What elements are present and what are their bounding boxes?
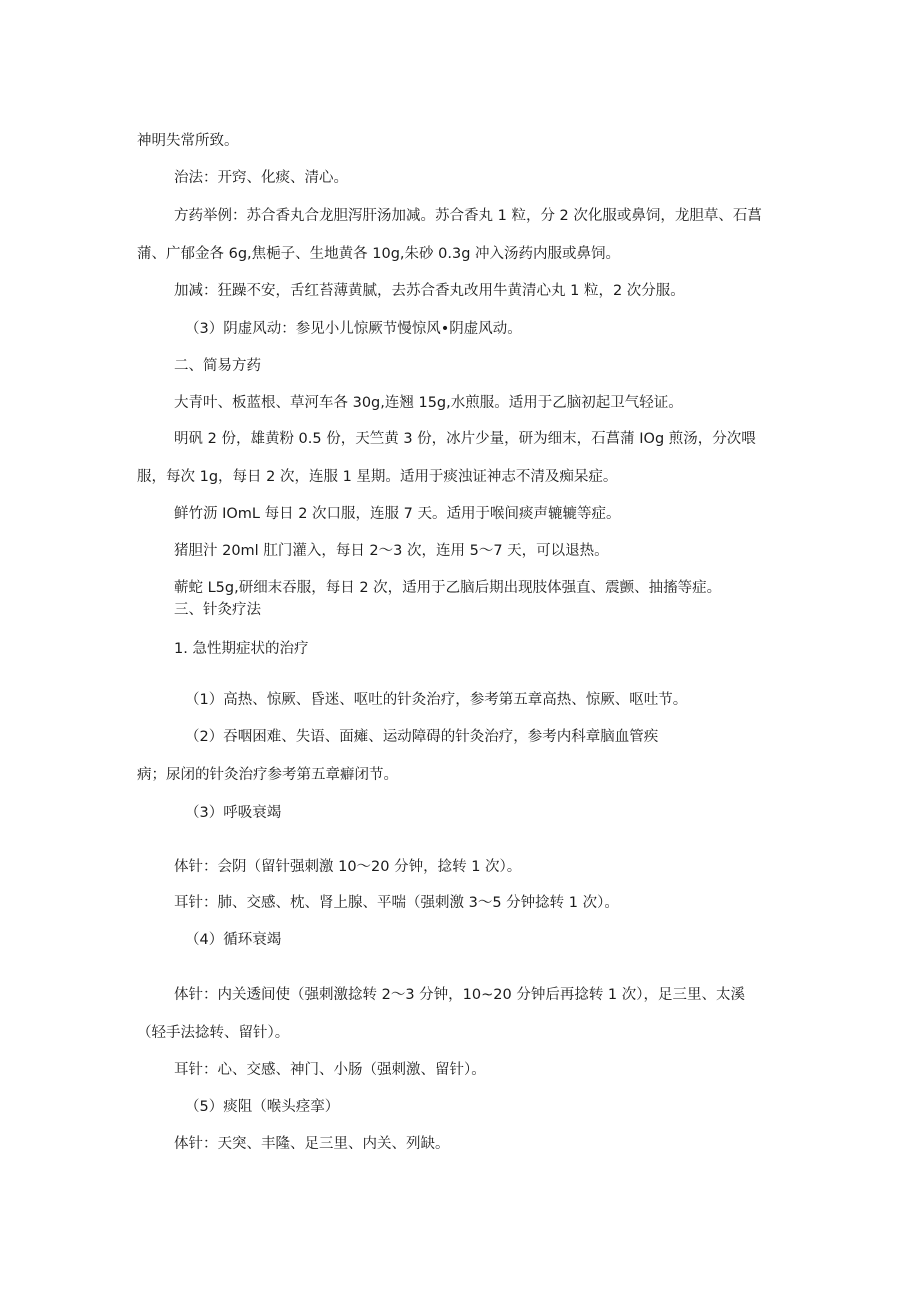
paragraph-line: （1）高热、惊厥、昏迷、呕吐的针灸治疗，参考第五章高热、惊厥、呕吐节。 [185,691,688,708]
subsection-heading: 1. 急性期症状的治疗 [174,640,309,657]
section-heading: 三、针灸疗法 [174,601,261,618]
section-heading: 二、简易方药 [174,357,261,374]
paragraph-line: （3）阴虚风动：参见小儿惊厥节慢惊风•阴虚风动。 [185,320,522,337]
paragraph-line: 明矾 2 份，雄黄粉 0.5 份，天竺黄 3 份，冰片少量，研为细末，石菖蒲 IOg 煎汤，分次喂 [174,430,756,447]
paragraph-line: 加减：狂躁不安，舌红苔薄黄腻，去苏合香丸改用牛黄清心丸 1 粒，2 次分服。 [174,282,685,299]
paragraph-line: 猪胆汁 20ml 肛门灌入，每日 2～3 次，连用 5～7 天，可以退热。 [174,542,609,559]
paragraph-line: 体针：会阴（留针强刺激 10～20 分钟，捻转 1 次）。 [174,858,522,875]
paragraph-line: 鲜竹沥 IOmL 每日 2 次口服，连服 7 天。适用于喉间痰声辘辘等症。 [174,505,621,522]
paragraph-line: 神明失常所致。 [137,132,239,149]
paragraph-line: 服，每次 1g，每日 2 次，连服 1 星期。适用于痰浊证神志不清及痴呆症。 [137,468,618,485]
paragraph-line: 治法：开窍、化痰、清心。 [174,169,348,186]
paragraph-line: 方药举例：苏合香丸合龙胆泻肝汤加减。苏合香丸 1 粒，分 2 次化服或鼻饲，龙胆草、石菖 [174,207,762,224]
paragraph-line: 蒲、广郁金各 6g,焦梔子、生地黄各 10g,朱砂 0.3g 冲入汤药内服或鼻饲。 [137,245,621,262]
paragraph-line: （2）吞咽困难、失语、面瘫、运动障碍的针灸治疗，参考内科章脑血管疾 [185,728,659,745]
paragraph-line: 耳针：肺、交感、枕、肾上腺、平喘（强刺激 3～5 分钟捻转 1 次）。 [174,894,619,911]
paragraph-line: 大青叶、板蓝根、草河车各 30g,连翘 15g,水煎服。适用于乙脑初起卫气轻证。 [174,394,683,411]
paragraph-line: 耳针：心、交感、神门、小肠（强刺激、留针）。 [174,1061,486,1078]
subsection-heading: （4）循环衰竭 [185,931,282,948]
paragraph-line: （轻手法捻转、留针）。 [137,1024,290,1041]
paragraph-line: 体针：天突、丰隆、足三里、内关、列缺。 [174,1135,450,1152]
paragraph-line: 病；尿闭的针灸治疗参考第五章癖闭节。 [137,766,398,783]
paragraph-line: 蕲蛇 L5g,研细末吞服，每日 2 次，适用于乙脑后期出现肢体强直、震颤、抽搐等症。 [174,579,722,596]
paragraph-line: 体针：内关透间使（强刺激捻转 2～3 分钟，10~20 分钟后再捻转 1 次），足三里、太溪 [174,986,746,1003]
subsection-heading: （3）呼吸衰竭 [185,804,282,821]
subsection-heading: （5）痰阻（喉头痉挛） [185,1098,340,1115]
